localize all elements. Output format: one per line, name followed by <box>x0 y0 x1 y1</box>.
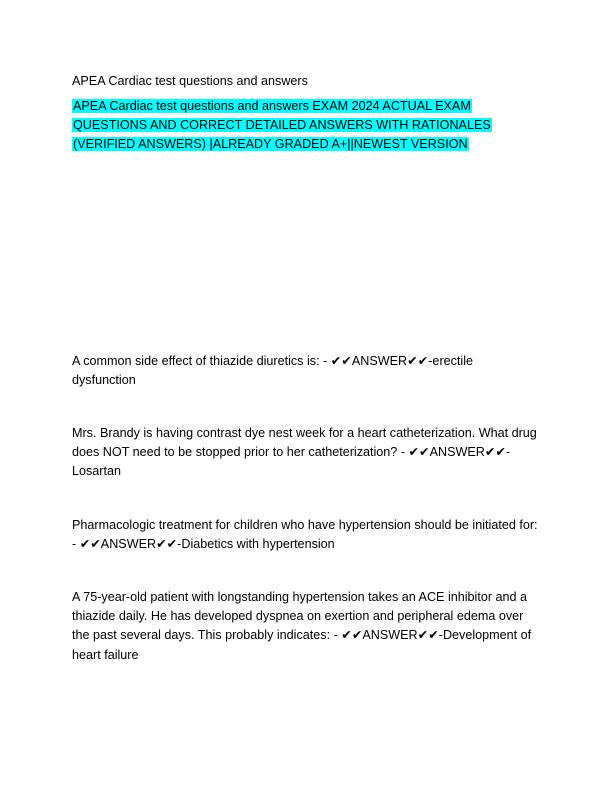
document-content <box>72 72 540 665</box>
qa-item-pediatric-hypertension: Pharmacologic treatment for children who have hypertension should be initiated for: - ✔✔ANSWER✔✔-Diabetics with hypertension <box>72 517 538 551</box>
exam-banner-text: APEA Cardiac test questions and answers EXAM 2024 ACTUAL EXAM QUESTIONS AND CORRECT DETAILED ANSWERS WITH RATIONALES (VERIFIED ANSWERS) |ALREADY GRADED A+||NEWEST VERSION <box>73 99 491 152</box>
exam-banner <box>72 97 540 155</box>
qa-list <box>72 352 540 665</box>
document-title: APEA Cardiac test questions and answers <box>72 74 308 88</box>
qa-item-catheterization-drug: Mrs. Brandy is having contrast dye nest week for a heart catheterization. What drug does NOT need to be stopped prior to her catheterization? - ✔✔ANSWER✔✔-Losartan <box>72 426 537 479</box>
qa-item-heart-failure: A 75-year-old patient with longstanding hypertension takes an ACE inhibitor and a thiazide daily. He has developed dyspnea on exertion and peripheral edema over the past several days. This probably indicates: - ✔✔ANSWER✔✔-Development of heart failure <box>72 590 532 662</box>
qa-item-thiazide-side-effect: A common side effect of thiazide diuretics is: - ✔✔ANSWER✔✔-erectile dysfunction <box>72 353 474 387</box>
